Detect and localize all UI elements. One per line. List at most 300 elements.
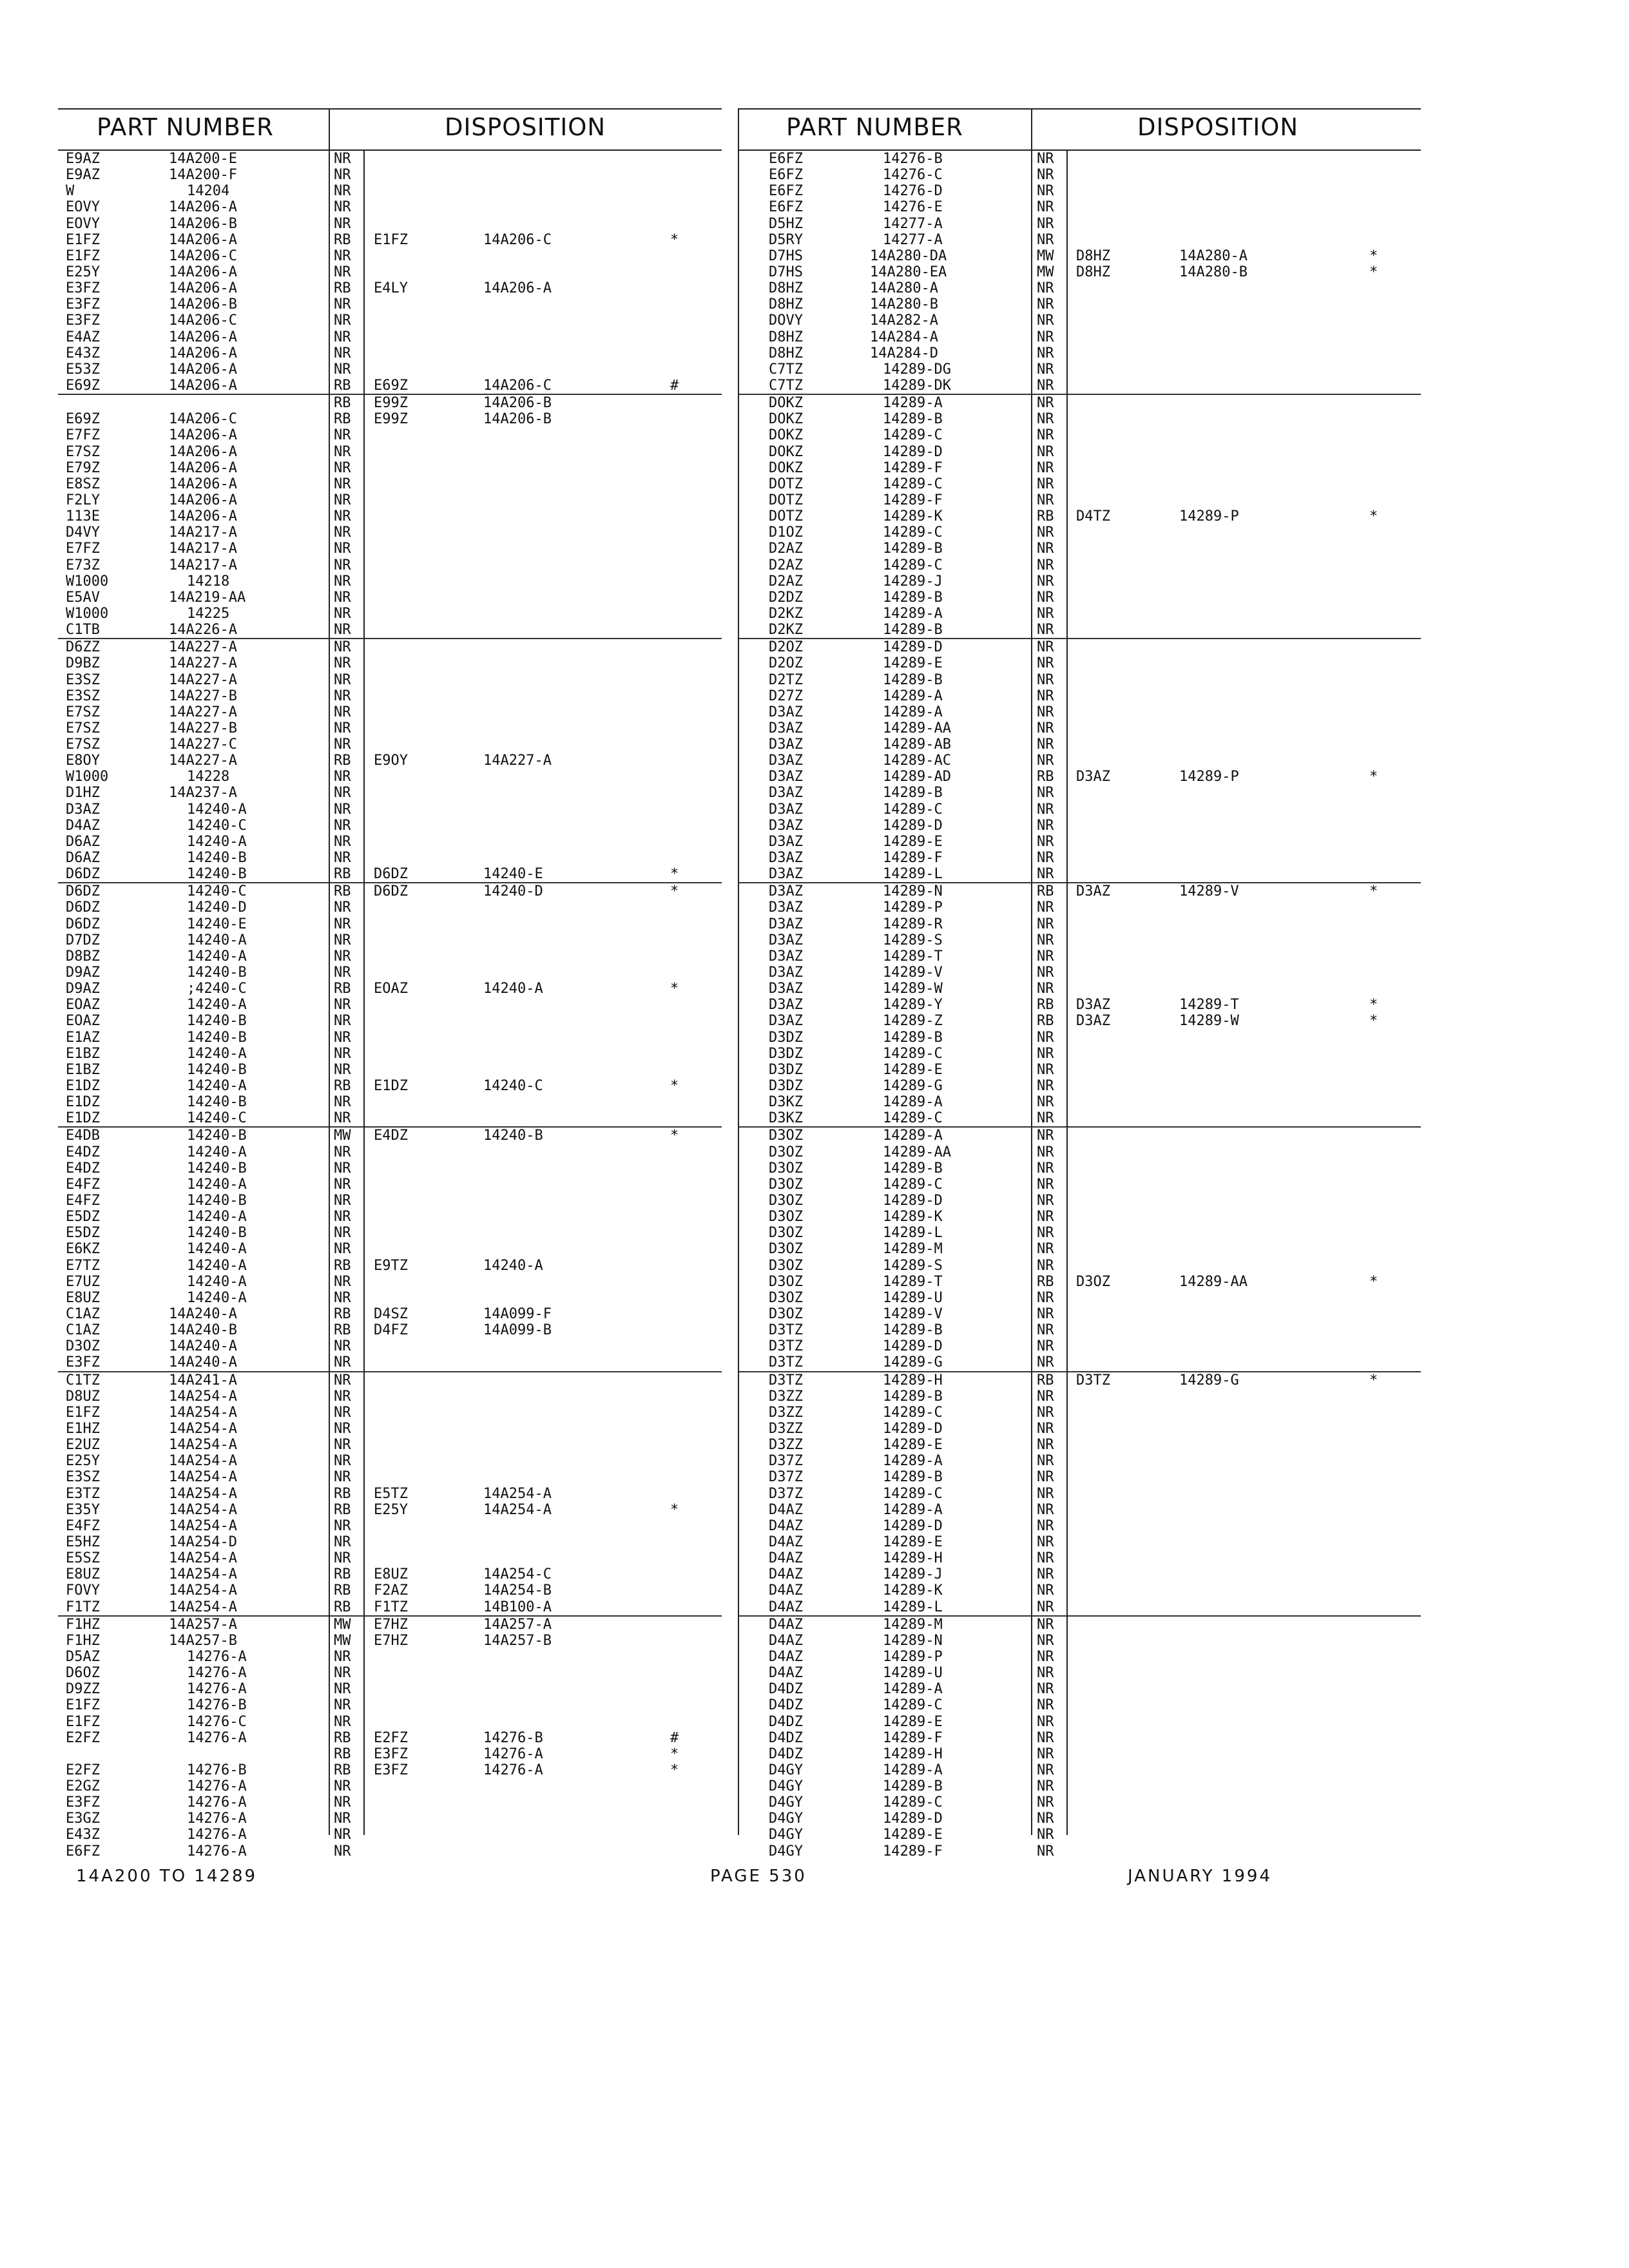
prefix: D3AZ [769,736,803,753]
part-number: 14A240-A [169,1305,237,1322]
disposition-code: NR [334,769,351,785]
disposition-code: NR [334,329,351,345]
prefix: D3AZ [769,866,803,883]
part-number: 14A206-A [169,377,237,394]
table-row [738,1534,1421,1550]
disposition-code: NR [1037,199,1054,216]
part-number: ;4240-C [187,981,247,997]
part-number: 14A254-A [169,1485,237,1502]
disposition-code: MW [334,1128,351,1144]
prefix: DOKZ [769,411,803,428]
table-row [58,557,722,573]
table-row [738,606,1421,622]
prefix: D37Z [769,1485,803,1502]
disposition-code: NR [1037,655,1054,672]
table-row [58,1633,722,1649]
table-row [58,753,722,769]
disposition-code: NR [334,1013,351,1030]
prefix: D3OZ [66,1338,100,1355]
prefix: D3OZ [769,1289,803,1306]
disposition-code: NR [334,199,351,216]
table-row [738,965,1421,981]
part-number: 14240-B [187,1160,247,1177]
prefix: D2AZ [769,541,803,557]
prefix: F1HZ [66,1616,100,1633]
table-row [738,590,1421,606]
prefix: E73Z [66,557,100,573]
table-row [58,492,722,508]
prefix: E9AZ [66,151,100,167]
part-number: 14289-C [883,1176,943,1193]
disposition-code: RB [334,1257,351,1274]
prefix: D2OZ [769,639,803,656]
prefix: D27Z [769,687,803,704]
replacement-prefix: E2FZ [374,1729,408,1746]
part-number: 14A200-E [169,151,237,167]
part-number: 14289-F [883,1843,943,1860]
prefix: E1FZ [66,1713,100,1730]
prefix: D3AZ [769,916,803,932]
prefix: DOKZ [769,443,803,460]
disposition-code: RB [1037,769,1054,785]
footnote-mark: * [1369,883,1378,900]
prefix: E3FZ [66,296,100,313]
table-row [738,1405,1421,1421]
disposition-code: NR [334,1061,351,1078]
replacement-prefix: E9OY [374,753,408,769]
table-row [738,916,1421,932]
table-row [58,1599,722,1615]
part-number: 14276-A [187,1681,247,1698]
disposition-code: NR [1037,1616,1054,1633]
part-number: 14289-D [883,817,943,834]
part-number: 14A206-A [169,199,237,216]
part-number: 14A227-B [169,720,237,736]
part-number: 14276-A [187,1843,247,1860]
part-number: 14289-M [883,1241,943,1258]
table-row [738,1338,1421,1354]
right-header-row [738,108,1421,151]
disposition-code: NR [334,1094,351,1111]
table-row [738,1681,1421,1697]
table-row [58,1322,722,1338]
table-row [58,1094,722,1110]
part-number: 14A227-A [169,704,237,720]
prefix: D6DZ [66,916,100,932]
disposition-code: NR [1037,1354,1054,1371]
prefix: DOKZ [769,459,803,476]
table-row [58,622,722,638]
table-row [58,1046,722,1062]
prefix: E1FZ [66,231,100,248]
replacement-number: 14A280-A [1179,247,1248,264]
table-row [738,1437,1421,1453]
prefix: E3FZ [66,1354,100,1371]
table-row [58,1110,722,1126]
prefix: D37Z [769,1469,803,1486]
prefix: D4GY [769,1811,803,1827]
prefix: D2TZ [769,671,803,688]
disposition-code: NR [1037,981,1054,997]
part-number: 14289-T [883,948,943,965]
table-row [738,655,1421,671]
part-number: 14A237-A [169,785,237,802]
prefix: D4AZ [769,1533,803,1550]
part-number: 14A240-A [169,1354,237,1371]
table-row [58,1681,722,1697]
disposition-code: NR [1037,1241,1054,1258]
disposition-code: NR [1037,850,1054,867]
part-number-header: PART NUMBER [97,113,274,141]
part-number: 14276-D [883,183,943,200]
part-number: 14289-D [883,1811,943,1827]
table-row [58,280,722,296]
prefix: D9AZ [66,965,100,981]
table-row [58,1177,722,1193]
footnote-mark: * [670,1078,679,1095]
part-number: 14240-B [187,1013,247,1030]
prefix: EOVY [66,199,100,216]
disposition-code: NR [334,833,351,850]
part-number: 14A206-A [169,280,237,297]
table-row [738,1421,1421,1437]
disposition-code: NR [1037,1681,1054,1698]
table-row [58,508,722,524]
prefix: E6KZ [66,1241,100,1258]
prefix: D3OZ [769,1160,803,1177]
part-number: 14276-E [883,199,943,216]
replacement-prefix: D3OZ [1076,1273,1110,1290]
part-number-header: PART NUMBER [786,113,963,141]
prefix: E4DZ [66,1160,100,1177]
table-row [738,1144,1421,1160]
disposition-code: RB [334,1485,351,1502]
table-row [58,1730,722,1746]
part-number: 14A240-A [169,1338,237,1355]
disposition-code: RB [334,753,351,769]
part-number: 14289-K [883,508,943,525]
prefix: D2DZ [769,589,803,606]
disposition-code: NR [334,524,351,541]
replacement-prefix: F1TZ [374,1599,408,1615]
prefix: D2AZ [769,557,803,573]
disposition-code: NR [1037,1778,1054,1795]
table-row [58,183,722,199]
prefix: D3OZ [769,1209,803,1225]
prefix: D2OZ [769,655,803,672]
replacement-number: 14240-A [483,1257,543,1274]
prefix: EOAZ [66,997,100,1014]
disposition-code: RB [1037,997,1054,1014]
table-row [738,981,1421,997]
part-number: 14289-Y [883,997,943,1014]
part-number: 14A227-A [169,753,237,769]
disposition-code: NR [1037,1061,1054,1078]
replacement-prefix: E1FZ [374,231,408,248]
disposition-code: NR [1037,833,1054,850]
table-row [58,1794,722,1811]
table-row [58,312,722,329]
part-number: 14289-W [883,981,943,997]
table-row [738,411,1421,427]
disposition-code: NR [334,264,351,280]
part-number: 14289-B [883,671,943,688]
footnote-mark: * [1369,997,1378,1014]
part-number: 14289-A [883,1501,943,1518]
part-number: 14289-AC [883,753,951,769]
replacement-number: 14276-B [483,1729,543,1746]
replacement-prefix: D8HZ [1076,247,1110,264]
prefix: D6AZ [66,833,100,850]
table-row [738,1502,1421,1518]
disposition-code: NR [334,573,351,590]
part-number: 14A254-A [169,1501,237,1518]
column-divider [329,108,330,1835]
part-number: 14289-C [883,801,943,818]
replacement-number: 14A206-C [483,377,552,394]
part-number: 14289-AA [883,720,951,736]
prefix: E3FZ [66,280,100,297]
prefix: E1DZ [66,1078,100,1095]
disposition-code: NR [1037,1338,1054,1355]
table-row [58,199,722,215]
prefix: D6AZ [66,850,100,867]
part-number: 14289-B [883,785,943,802]
prefix: D3AZ [66,801,100,818]
disposition-code: NR [334,1029,351,1046]
disposition-code: NR [334,1176,351,1193]
part-number: 14240-B [187,1225,247,1242]
prefix: D4AZ [769,1648,803,1665]
prefix: E4DB [66,1128,100,1144]
disposition-code: RB [334,231,351,248]
part-number: 14240-E [187,916,247,932]
table-row [738,1160,1421,1177]
part-number: 14289-T [883,1273,943,1290]
part-number: 14A206-C [169,312,237,329]
table-row [58,850,722,866]
prefix: D9AZ [66,981,100,997]
table-row [738,361,1421,378]
prefix: E7FZ [66,427,100,444]
part-number: 14289-A [883,1128,943,1144]
disposition-code: RB [334,411,351,428]
table-row [738,1550,1421,1566]
prefix: DOVY [769,312,803,329]
part-number: 14A254-A [169,1404,237,1421]
prefix: D4DZ [769,1697,803,1714]
disposition-code: NR [334,151,351,167]
disposition-code: NR [1037,215,1054,232]
part-number: 14289-B [883,541,943,557]
part-number: 14A240-B [169,1322,237,1339]
prefix: E3GZ [66,1811,100,1827]
part-number: 14276-A [187,1778,247,1795]
prefix: D8HZ [769,345,803,361]
part-number: 14289-F [883,1729,943,1746]
table-row [738,492,1421,508]
disposition-code: RB [1037,1372,1054,1389]
part-number: 14A280-A [870,280,938,297]
disposition-code: NR [1037,605,1054,622]
disposition-code: NR [334,932,351,948]
table-row [58,1306,722,1322]
disposition-code: NR [1037,1648,1054,1665]
part-number: 14289-E [883,1533,943,1550]
replacement-prefix: D3AZ [1076,1013,1110,1030]
disposition-code: NR [334,508,351,525]
part-number: 14289-E [883,655,943,672]
prefix: D3OZ [769,1193,803,1209]
part-number: 14A206-B [169,296,237,313]
replacement-number: 14276-A [483,1762,543,1778]
part-number: 14289-S [883,932,943,948]
disposition-code: NR [1037,1599,1054,1615]
prefix: E8UZ [66,1289,100,1306]
disposition-code: NR [334,1273,351,1290]
prefix: F2LY [66,492,100,508]
table-row [738,1241,1421,1257]
prefix: E9AZ [66,167,100,184]
table-row [58,345,722,361]
part-number: 14276-B [187,1697,247,1714]
part-number: 14289-B [883,1160,943,1177]
prefix: D3ZZ [769,1404,803,1421]
part-number: 14289-F [883,459,943,476]
prefix: E3SZ [66,1469,100,1486]
part-number: 14240-A [187,1078,247,1095]
prefix: D4DZ [769,1681,803,1698]
table-row [738,394,1421,411]
table-row [58,606,722,622]
prefix: E7SZ [66,704,100,720]
prefix: D3OZ [769,1305,803,1322]
prefix: D3TZ [769,1354,803,1371]
disposition-code: RB [1037,1013,1054,1030]
left-column-table [58,108,722,1861]
table-row [58,151,722,167]
footnote-mark: * [1369,1013,1378,1030]
table-row [738,1453,1421,1469]
disposition-code: NR [1037,524,1054,541]
table-row [738,704,1421,720]
disposition-code: NR [334,704,351,720]
disposition-code: NR [334,1160,351,1177]
disposition-code: RB [334,1729,351,1746]
prefix: D3OZ [769,1128,803,1144]
prefix: D3OZ [769,1144,803,1160]
disposition-code: NR [1037,1225,1054,1242]
prefix: D3AZ [769,817,803,834]
part-number: 14289-C [883,476,943,492]
disposition-code: RB [334,1305,351,1322]
part-number: 14276-C [883,167,943,184]
table-row [738,1258,1421,1274]
table-row [738,183,1421,199]
part-number: 14289-E [883,1827,943,1843]
disposition-code: NR [1037,1209,1054,1225]
part-number: 14289-C [883,524,943,541]
disposition-code: NR [334,1453,351,1470]
prefix: D4DZ [769,1729,803,1746]
part-number: 14A206-A [169,427,237,444]
footnote-mark: # [670,377,679,394]
prefix: D37Z [769,1453,803,1470]
table-row [58,1811,722,1827]
replacement-number: 14A280-B [1179,264,1248,280]
part-number: 14289-J [883,573,943,590]
prefix: E5SZ [66,1550,100,1567]
table-row [58,1518,722,1534]
prefix: D3DZ [769,1078,803,1095]
table-row [738,753,1421,769]
replacement-prefix: E5TZ [374,1485,408,1502]
prefix: E5DZ [66,1209,100,1225]
table-row [58,232,722,248]
disposition-code: NR [1037,948,1054,965]
table-row [738,818,1421,834]
table-row [738,508,1421,524]
prefix: E43Z [66,345,100,361]
disposition-code: RB [334,1745,351,1762]
prefix: D8HZ [769,296,803,313]
table-row [738,345,1421,361]
table-row [738,638,1421,655]
prefix: D7HS [769,264,803,280]
part-number: 14225 [187,605,230,622]
replacement-number: 14A254-A [483,1501,552,1518]
disposition-code: NR [1037,1794,1054,1811]
disposition-code: NR [1037,589,1054,606]
table-row [738,785,1421,801]
table-row [738,1371,1421,1389]
disposition-code: NR [334,736,351,753]
disposition-code: NR [1037,1193,1054,1209]
disposition-code: RB [334,981,351,997]
replacement-prefix: D3TZ [1076,1372,1110,1389]
disposition-code: NR [334,1372,351,1389]
table-row [738,1730,1421,1746]
part-number: 14A257-B [169,1632,237,1649]
replacement-number: 14240-E [483,866,543,883]
disposition-code: NR [1037,377,1054,394]
prefix: D3AZ [769,981,803,997]
disposition-code: NR [1037,1843,1054,1860]
disposition-code: NR [334,459,351,476]
disposition-code: RB [334,1078,351,1095]
disposition-code: MW [334,1616,351,1633]
table-row [738,1794,1421,1811]
part-number: 14A254-A [169,1388,237,1405]
replacement-prefix: D6DZ [374,866,408,883]
disposition-code: RB [1037,883,1054,900]
table-row [58,264,722,280]
table-row [738,1046,1421,1062]
table-row [738,460,1421,476]
disposition-code: NR [1037,427,1054,444]
part-number: 14A206-A [169,361,237,378]
part-number: 14240-A [187,1257,247,1274]
table-row [58,899,722,916]
replacement-number: 14A206-A [483,280,552,297]
prefix: D3OZ [769,1273,803,1290]
table-row [738,151,1421,167]
prefix: E1BZ [66,1045,100,1062]
part-number: 14A206-C [169,247,237,264]
part-number: 14289-K [883,1209,943,1225]
part-number: 14240-A [187,1241,247,1258]
prefix: E43Z [66,1827,100,1843]
